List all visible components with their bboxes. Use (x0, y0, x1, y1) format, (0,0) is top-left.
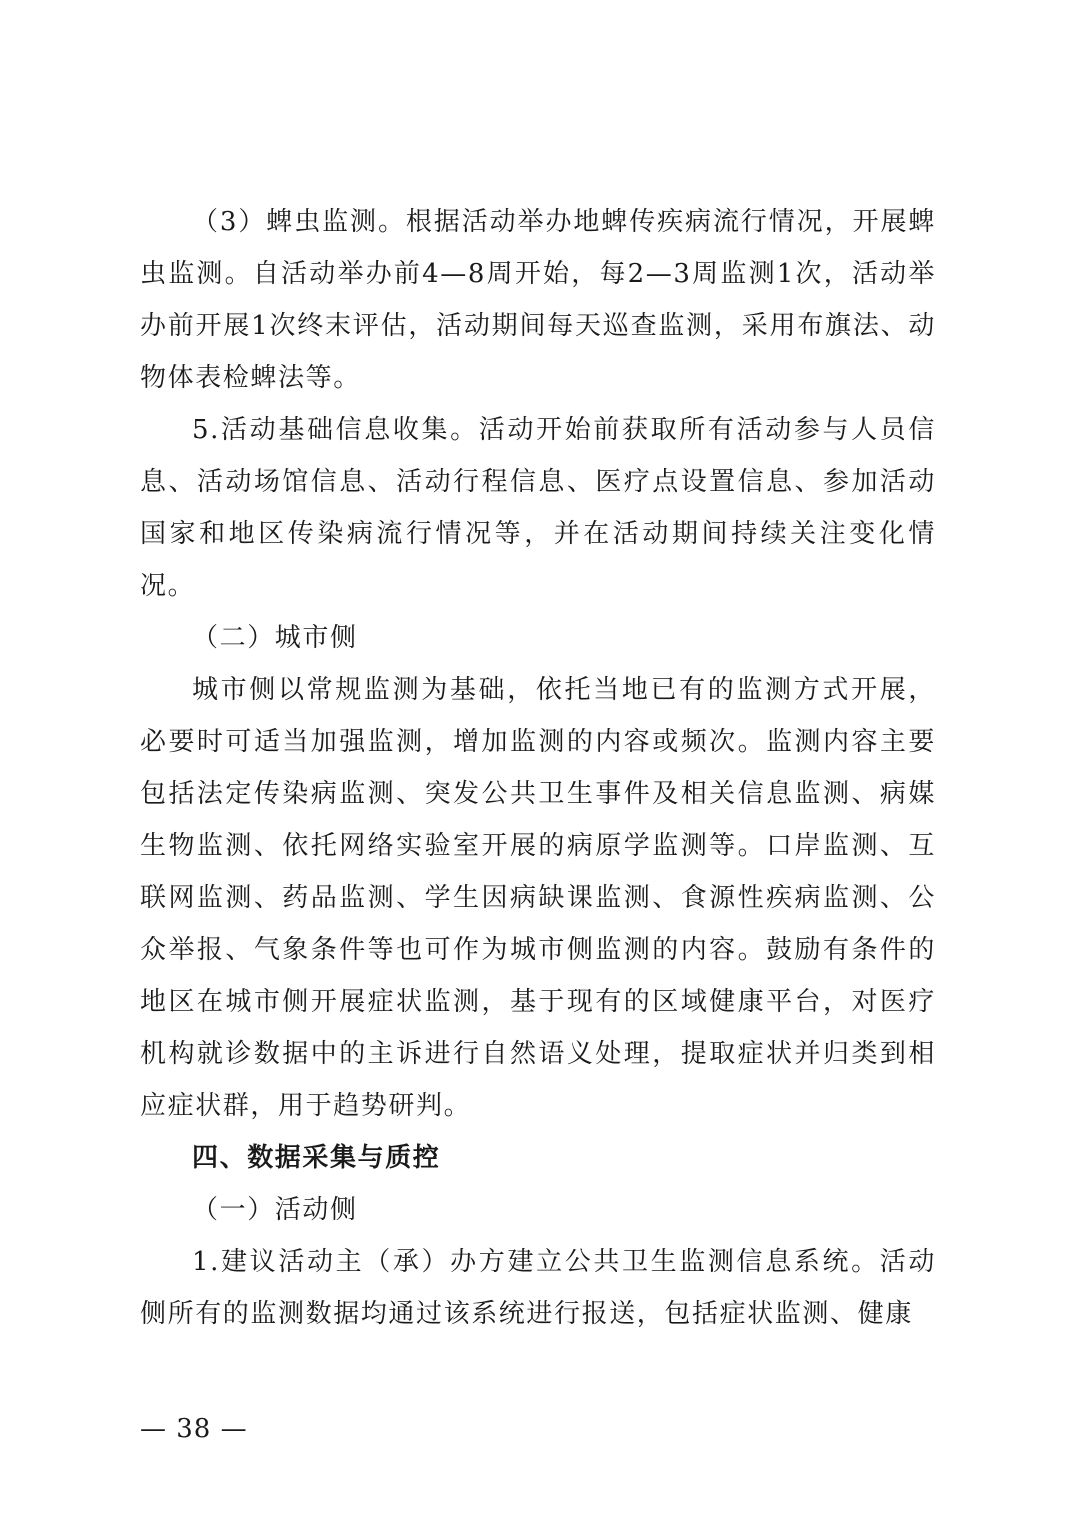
paragraph-city-side-monitoring: 城市侧以常规监测为基础，依托当地已有的监测方式开展，必要时可适当加强监测，增加监测的内容或频次。监测内容主要包括法定传染病监测、突发公共卫生事件及相关信息监测、病媒生物监测、依托网络实验室开展的病原学监测等。口岸监测、互联网监测、药品监测、学生因病缺课监测、食源性疾病监测、公众举报、气象条件等也可作为城市侧监测的内容。鼓励有条件的地区在城市侧开展症状监测，基于现有的区域健康平台，对医疗机构就诊数据中的主诉进行自然语义处理，提取症状并归类到相应症状群，用于趋势研判。 (140, 675, 936, 1121)
paragraph-tick-monitoring: （3）蜱虫监测。根据活动举办地蜱传疾病流行情况，开展蜱虫监测。自活动举办前4—8周开始，每2—3周监测1次，活动举办前开展1次终末评估，活动期间每天巡查监测，采用布旗法、动物体表检蜱法等。 (140, 207, 936, 393)
section-heading-event-side: （一）活动侧 (192, 1195, 358, 1225)
paragraph-basic-info-collection: 5.活动基础信息收集。活动开始前获取所有活动参与人员信息、活动场馆信息、活动行程信息、医疗点设置信息、参加活动国家和地区传染病流行情况等，并在活动期间持续关注变化情况。 (140, 415, 936, 601)
paragraph-monitoring-system: 1.建议活动主（承）办方建立公共卫生监测信息系统。活动侧所有的监测数据均通过该系统进行报送，包括症状监测、健康 (140, 1247, 936, 1329)
page-number: — 38 — (140, 1414, 248, 1444)
chapter-heading-data-collection: 四、数据采集与质控 (192, 1143, 441, 1173)
section-heading-city-side: （二）城市侧 (192, 623, 358, 653)
document-body (140, 196, 936, 1340)
